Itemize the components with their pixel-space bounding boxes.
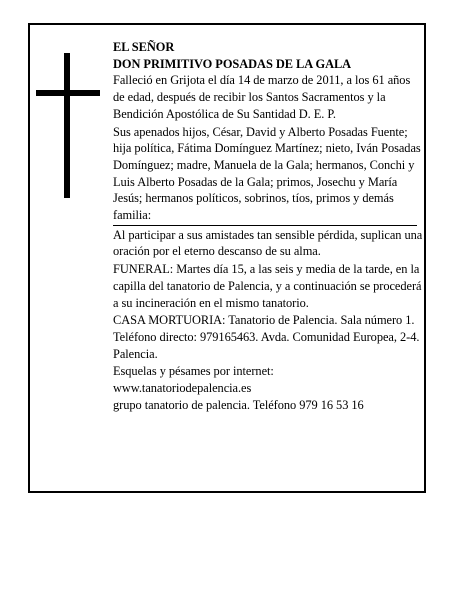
footer-line: grupo tanatorio de palencia. Teléfono 979 16 53 16 <box>113 397 364 412</box>
divider <box>113 225 417 226</box>
title-line-1: EL SEÑOR <box>113 40 175 54</box>
obituary-text <box>113 39 423 413</box>
deceased-name: DON PRIMITIVO POSADAS DE LA GALA <box>113 56 352 71</box>
family-list: Sus apenados hijos, César, David y Alberto Posadas Fuente; hija política, Fátima Domínguez Martínez; nieto, Iván Posadas Domínguez; madre, Manuela de la Gala; hermanos, Conchi y Luis Alberto Posadas de la Gala; primos, Josechu y María Jesús; hermanos políticos, sobrinos, tíos, primos y demás familia: <box>113 124 421 223</box>
cross-horizontal-bar <box>36 90 100 96</box>
internet-line-1: Esquelas y pésames por internet: <box>113 364 274 379</box>
mortuary-details: CASA MORTUORIA: Tanatorio de Palencia. Sala número 1. Teléfono directo: 979165463. Avda. Comunidad Europea, 2-4. Palencia. <box>113 313 420 361</box>
death-announcement: Falleció en Grijota el día 14 de marzo de 2011, a los 61 años de edad, después de recibir los Santos Sacramentos y la Bendición Apostólica de Su Santidad D. E. P. <box>113 73 411 121</box>
funeral-details: FUNERAL: Martes día 15, a las seis y media de la tarde, en la capilla del tanatorio de Palencia, y a continuación se procederá a su incineración en el mismo tanatorio. <box>113 262 422 310</box>
cross-vertical-bar <box>64 53 70 198</box>
website-link[interactable]: www.tanatoriodepalencia.es <box>113 381 252 396</box>
prayer-request: Al participar a sus amistades tan sensible pérdida, suplican una oración por el eterno descanso de su alma. <box>113 227 423 259</box>
cross-icon <box>36 53 100 198</box>
